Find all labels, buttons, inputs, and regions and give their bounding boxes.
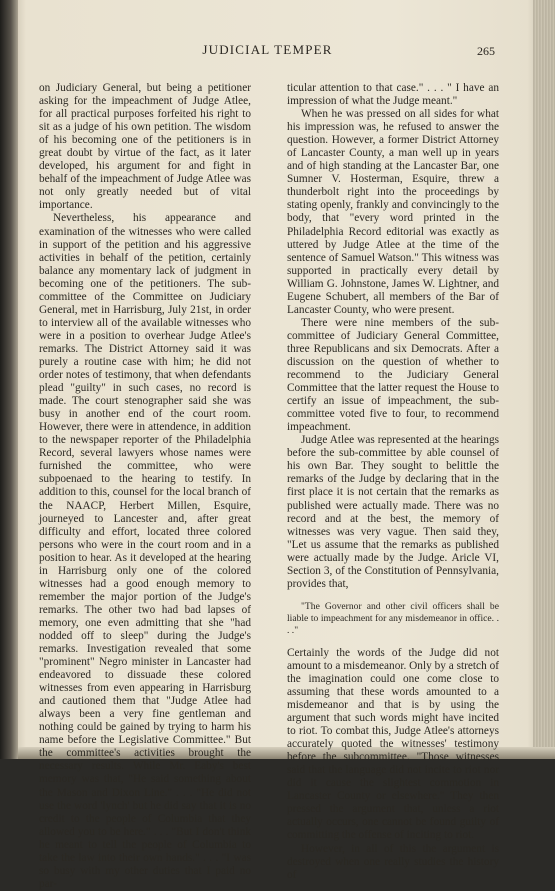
- page-number: 265: [477, 44, 495, 58]
- left-column: [39, 82, 251, 891]
- paragraph: Certainly the words of the Judge did not amount to a misdemeanor. Only by a stretch of the imagination could one come close to assuming that these words amounted to a misdemeanor and that is by using the argument that such words might have incited to riot. To combat this, Judge Atlee's attorneys accurately quoted the witnesses' testimony before the subcommittee. "Those witnesses said that the language did not incite to riot nor did it cause the slightest commotion in Lancaster County or elsewhere." They then pressed the argument that, unless a riot actually occurs, one cannot be found guilty of committing the offense of inciting to riot.: [287, 646, 499, 842]
- paragraph: ticular attention to that case." . . . " I have an impression of what the Judge meant.": [287, 82, 499, 108]
- paragraph: When he was pressed on all sides for what his impression was, he refused to answer the question. However, a former District Attorney of Lancaster County, a man well up in years and of high standing at the Lancaster Bar, one Sumner V. Hosterman, Esquire, threw a thunderbolt right into the proceedings by stating openly, frankly and convincingly to the body, that "every word printed in the Philadelphia Record editorial was exactly as uttered by Judge Atlee at the time of the sentence of Samuel Watson." This witness was supported in practically every detail by William G. Johnstone, James W. Lightner, and Eugene Schubert, all members of the Bar of Lancaster County, who were present.: [287, 108, 499, 316]
- page-header: [40, 42, 495, 58]
- paragraph: There were nine members of the sub-committee of Judiciary General Committee, three Republicans and six Democrats. After a discussion on the question of whether to recommend to the Judiciary General Committee that the latter request the House to certify an issue of impeachment, the sub-committee voted five to four, to recommend impeachment.: [287, 316, 499, 434]
- paragraph: Judge Atlee was represented at the hearings before the sub-committee by able counsel of his own Bar. They sought to belittle the remarks of the Judge by declaring that in the first place it is not certain that the remarks as published were actually made. There was no record and at the best, the memory of witnesses was very vague. Then said they, "Let us assume that the remarks as published were actually made by the Judge. Aricle VI, Section 3, of the Constitution of Pennsylvania, provides that,: [287, 434, 499, 590]
- paragraph: on Judiciary General, but being a petitioner asking for the impeachment of Judge Atlee, for all practical purposes forfeited his right to sit as a judge of his own petition. The wisdom of his becoming one of the petitioners is in great doubt by virtue of the fact, as it later developed, his argument for and fight in behalf of the impeachment of Judge Atlee was not only greatly needed but of vital importance.: [39, 82, 251, 212]
- page-stack-edge: [533, 0, 555, 759]
- paragraph: Nevertheless, his appearance and examination of the witnesses who were called in support of the petition and his aggressive activities in behalf of the petition, certainly balance any momentary lack of judgment in becoming one of the petitioners. The sub-committee of the Committee on Judiciary General, met in Harrisburg, July 21st, in order to interview all of the available witnesses who were in a position to overhear Judge Atlee's remarks. The District Attorney said it was purely a routine case with him; he did not order notes of testimony, that when defendants plead "guilty" in such cases, no record is made. The court stenographer said she was busy in another end of the court room. However, there were in attendence, in addition to the newspaper reporter of the Philadelphia Record, several lawyers whose names were furnished the committee, who were subpoenaed to the hearing to testify. In addition to this, counsel for the local branch of the NAACP, Herbert Millen, Esquire, journeyed to Lancester and, after great difficulty and effort, located three colored persons who were in the court room and in a position to hear. As it developed at the hearing in Harrisburg only one of the colored witnesses had a good enough memory to remember the major portion of the Judge's remarks. The other two had bad lapses of memory, one even admitting that she "had nodded off to sleep" during the Judge's remarks. Investigation revealed that some "prominent" Negro minister in Lancaster had endeavored to dissuade these colored witnesses from even appearing in Harrisburg and cautioned them that "Judge Atlee had always been a very fine gentleman and nothing could be gained by trying to harm his name before the Legislative Committee." But the committee's activities brought the necessary results. While Mr. Eaby's best memory was that, "He said something about the Mason and Dixon Line." . . . "He did not use the word 'lynch' but he did say that it is no credit to the people of Columbia that they allowed you to be here." . . . "But I don't think he meant to tell the people of Columbia to take the law into their own hands." . . . "I was so busy with my other duties that I paid no par-: [39, 212, 251, 890]
- paragraph: However, in all of this the argument is destroyed when one really studies the history of: [287, 842, 499, 881]
- book-spine: [0, 0, 18, 759]
- right-column: [287, 82, 499, 882]
- running-title: JUDICIAL TEMPER: [202, 42, 333, 57]
- block-quote: "The Governor and other civil officers shall be liable to impeachment for any misdemeanor in office. . . .": [287, 600, 499, 636]
